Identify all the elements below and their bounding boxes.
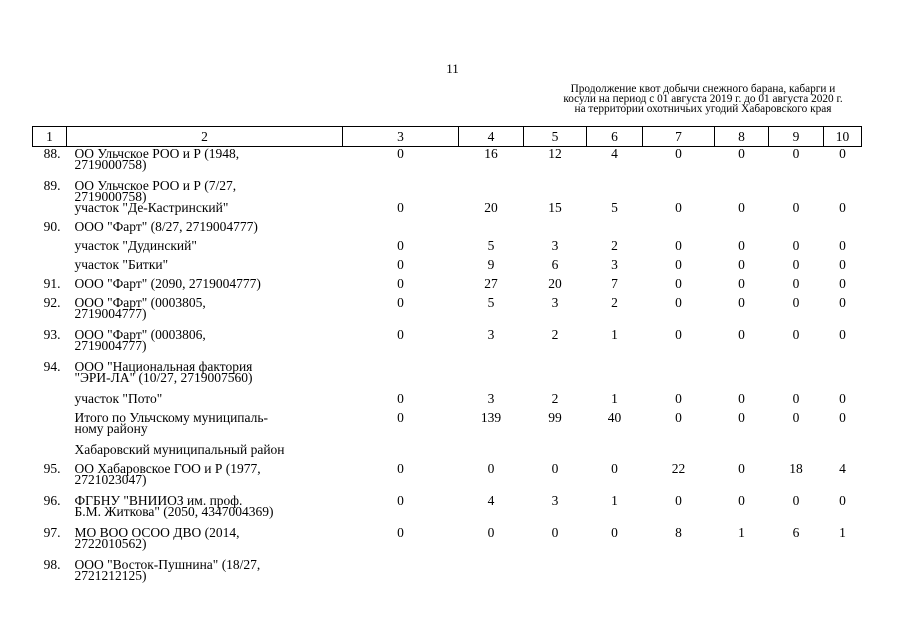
column-header: 1 (33, 127, 67, 147)
cell-value: 1 (611, 327, 618, 342)
column-number-header (33, 127, 862, 147)
table-caption (538, 84, 868, 114)
caption-line: Продолжение квот добычи снежного барана, кабарги и (570, 83, 836, 95)
cell-value (824, 180, 862, 202)
row-name-line: ОО Ульчское РОО и Р (1948, (74, 146, 240, 161)
row-number: 90. (43, 219, 61, 234)
cell-value (459, 559, 524, 591)
cell-value: 0 (839, 327, 846, 342)
cell-value (715, 180, 769, 202)
column-header: 10 (824, 127, 862, 147)
cell-value (343, 559, 459, 591)
row-name (67, 329, 343, 361)
row-number: 92. (43, 295, 61, 310)
cell-value: 4 (487, 493, 495, 508)
row-name-line: ООО "Фарт" (0003805, (74, 295, 206, 310)
cell-value: 8 (675, 525, 682, 540)
cell-value: 3 (551, 295, 559, 310)
row-name-line: 2721212125) (74, 568, 147, 583)
row-name-line: ООО "Фарт" (2090, 2719004777) (74, 276, 261, 291)
cell-value: 4 (839, 461, 846, 476)
row-number: 96. (43, 493, 61, 508)
table-row (33, 559, 862, 591)
cell-value: 2 (551, 327, 559, 342)
cell-value: 0 (675, 257, 682, 272)
row-name-line: Хабаровский муниципальный район (74, 442, 285, 457)
row-name (67, 361, 343, 393)
cell-value: 0 (792, 410, 800, 425)
cell-value: 0 (397, 276, 404, 291)
table-row (33, 412, 862, 444)
cell-value: 139 (480, 410, 502, 425)
cell-value: 0 (397, 146, 404, 161)
cell-value: 27 (484, 276, 498, 291)
column-header: 9 (769, 127, 824, 147)
cell-value (524, 559, 587, 591)
cell-value: 0 (397, 493, 404, 508)
column-header: 3 (343, 127, 459, 147)
cell-value: 0 (738, 391, 745, 406)
quota-table (32, 126, 862, 591)
cell-value: 0 (611, 461, 618, 476)
cell-value: 0 (839, 200, 846, 215)
cell-value (343, 361, 459, 393)
row-number: 91. (43, 276, 61, 291)
row-name-line: "ЭРИ-ЛА" (10/27, 2719007560) (74, 370, 253, 385)
cell-value: 0 (792, 295, 800, 310)
row-name-line: 2719000758) (74, 189, 147, 204)
table-row (33, 463, 862, 495)
cell-value: 0 (397, 410, 404, 425)
row-name-line: 2719000758) (74, 157, 147, 172)
cell-value: 0 (839, 410, 846, 425)
row-number: 97. (43, 525, 61, 540)
cell-value (343, 180, 459, 202)
row-name (67, 147, 343, 181)
cell-value: 0 (839, 276, 846, 291)
row-number: 93. (43, 327, 61, 342)
row-name-line: участок "Дудинский" (74, 238, 197, 253)
cell-value: 6 (792, 525, 800, 540)
row-number: 89. (43, 178, 61, 193)
cell-value (524, 180, 587, 202)
cell-value (587, 361, 643, 393)
cell-value: 0 (792, 276, 800, 291)
cell-value: 0 (738, 146, 745, 161)
caption-line: на территории охотничьих угодий Хабаровского края (574, 103, 832, 115)
cell-value: 22 (671, 461, 686, 476)
cell-value: 0 (551, 525, 559, 540)
cell-value: 0 (397, 200, 404, 215)
row-number: 94. (43, 359, 61, 374)
row-name-line: 2721023047) (74, 472, 147, 487)
row-name-line: 2719004777) (74, 306, 147, 321)
cell-value: 0 (738, 257, 745, 272)
table-row (33, 329, 862, 361)
cell-value: 0 (397, 257, 404, 272)
row-name (67, 559, 343, 591)
cell-value (824, 361, 862, 393)
cell-value: 0 (738, 410, 745, 425)
column-header: 5 (524, 127, 587, 147)
cell-value: 3 (487, 391, 495, 406)
cell-value: 0 (675, 391, 682, 406)
cell-value: 5 (487, 238, 495, 253)
cell-value (769, 559, 824, 591)
row-name (67, 297, 343, 329)
cell-value: 0 (738, 295, 745, 310)
table-row (33, 147, 862, 181)
cell-value: 0 (675, 410, 682, 425)
cell-value (769, 180, 824, 202)
row-name (67, 463, 343, 495)
cell-value: 12 (548, 146, 562, 161)
cell-value: 0 (487, 461, 495, 476)
cell-value: 1 (839, 525, 846, 540)
row-number (33, 393, 67, 412)
cell-value (715, 559, 769, 591)
row-name-line: ОО Хабаровское ГОО и Р (1977, (74, 461, 261, 476)
column-header: 2 (67, 127, 343, 147)
cell-value: 0 (738, 493, 745, 508)
cell-value: 0 (839, 146, 846, 161)
cell-value: 6 (551, 257, 559, 272)
cell-value: 2 (551, 391, 559, 406)
cell-value: 0 (675, 276, 682, 291)
row-name-line: ному району (74, 421, 148, 436)
cell-value: 0 (839, 295, 846, 310)
table-row (33, 361, 862, 393)
cell-value: 0 (397, 327, 404, 342)
cell-value: 0 (397, 238, 404, 253)
page-number: 11 (446, 61, 459, 76)
cell-value (643, 361, 715, 393)
cell-value: 5 (611, 200, 618, 215)
row-number: 88. (43, 146, 61, 161)
cell-value: 0 (792, 200, 800, 215)
caption-line: косули на период с 01 августа 2019 г. до 01 августа 2020 г. (563, 93, 843, 105)
cell-value: 3 (551, 238, 559, 253)
cell-value: 16 (484, 146, 498, 161)
row-name-line: ФГБНУ "ВНИИОЗ им. проф. (74, 493, 243, 508)
cell-value: 4 (611, 146, 618, 161)
cell-value: 0 (792, 257, 800, 272)
cell-value: 0 (397, 391, 404, 406)
cell-value (769, 361, 824, 393)
cell-value: 1 (611, 493, 618, 508)
cell-value: 5 (487, 295, 495, 310)
cell-value: 0 (397, 525, 404, 540)
cell-value: 0 (675, 200, 682, 215)
cell-value: 1 (611, 391, 618, 406)
row-name (67, 180, 343, 202)
cell-value: 0 (839, 391, 846, 406)
column-header: 6 (587, 127, 643, 147)
cell-value (524, 361, 587, 393)
cell-value: 0 (738, 238, 745, 253)
row-name-line: 2719004777) (74, 338, 147, 353)
row-name-line: ООО "Фарт" (8/27, 2719004777) (74, 219, 258, 234)
row-name-line: Б.М. Житкова" (2050, 4347004369) (74, 504, 274, 519)
cell-value: 99 (548, 410, 562, 425)
cell-value (824, 559, 862, 591)
cell-value: 0 (738, 327, 745, 342)
cell-value: 0 (738, 276, 745, 291)
cell-value: 3 (611, 257, 618, 272)
table-row (33, 180, 862, 202)
table-row (33, 495, 862, 527)
cell-value: 9 (487, 257, 495, 272)
cell-value: 0 (487, 525, 495, 540)
cell-value: 0 (675, 327, 682, 342)
cell-value: 0 (551, 461, 559, 476)
cell-value: 0 (792, 238, 800, 253)
cell-value (587, 559, 643, 591)
cell-value: 0 (397, 461, 404, 476)
cell-value (643, 180, 715, 202)
row-name (67, 527, 343, 559)
cell-value: 0 (792, 327, 800, 342)
cell-value: 40 (607, 410, 622, 425)
cell-value (459, 180, 524, 202)
cell-value: 0 (675, 493, 682, 508)
cell-value: 0 (792, 493, 800, 508)
cell-value: 3 (551, 493, 559, 508)
cell-value: 20 (548, 276, 562, 291)
table-row (33, 297, 862, 329)
cell-value (715, 361, 769, 393)
row-name-line: 2722010562) (74, 536, 147, 551)
row-name-line: ООО "Фарт" (0003806, (74, 327, 206, 342)
cell-value: 1 (738, 525, 745, 540)
cell-value: 7 (611, 276, 618, 291)
cell-value: 0 (675, 238, 682, 253)
row-name-line: ОО Ульчское РОО и Р (7/27, (74, 178, 237, 193)
column-header: 4 (459, 127, 524, 147)
cell-value (459, 361, 524, 393)
cell-value: 20 (484, 200, 498, 215)
row-number: 95. (43, 461, 61, 476)
cell-value: 0 (611, 525, 618, 540)
row-name-line: участок "Пото" (74, 391, 163, 406)
row-number: 98. (43, 557, 61, 572)
row-name (67, 495, 343, 527)
row-number (33, 240, 67, 259)
column-header: 7 (643, 127, 715, 147)
row-name-line: ООО "Восток-Пушнина" (18/27, (74, 557, 261, 572)
cell-value: 0 (839, 493, 846, 508)
cell-value: 15 (548, 200, 562, 215)
cell-value (587, 180, 643, 202)
row-name-line: участок "Де-Кастринский" (74, 200, 229, 215)
row-name-line: МО ВОО ОСОО ДВО (2014, (74, 525, 240, 540)
column-header: 8 (715, 127, 769, 147)
cell-value: 2 (611, 295, 618, 310)
cell-value: 0 (792, 146, 800, 161)
cell-value (643, 559, 715, 591)
row-name-line: участок "Битки" (74, 257, 169, 272)
cell-value: 0 (397, 295, 404, 310)
cell-value: 0 (792, 391, 800, 406)
row-name-line: ООО "Национальная фактория (74, 359, 253, 374)
cell-value: 0 (839, 238, 846, 253)
cell-value: 0 (738, 200, 745, 215)
row-number (33, 412, 67, 444)
cell-value: 18 (789, 461, 803, 476)
cell-value: 0 (675, 146, 682, 161)
cell-value: 3 (487, 327, 495, 342)
cell-value: 0 (839, 257, 846, 272)
table-row (33, 527, 862, 559)
cell-value: 0 (738, 461, 745, 476)
row-name (67, 412, 343, 444)
row-name-line: Итого по Ульчскому муниципаль- (74, 410, 269, 425)
cell-value: 0 (675, 295, 682, 310)
cell-value: 2 (611, 238, 618, 253)
